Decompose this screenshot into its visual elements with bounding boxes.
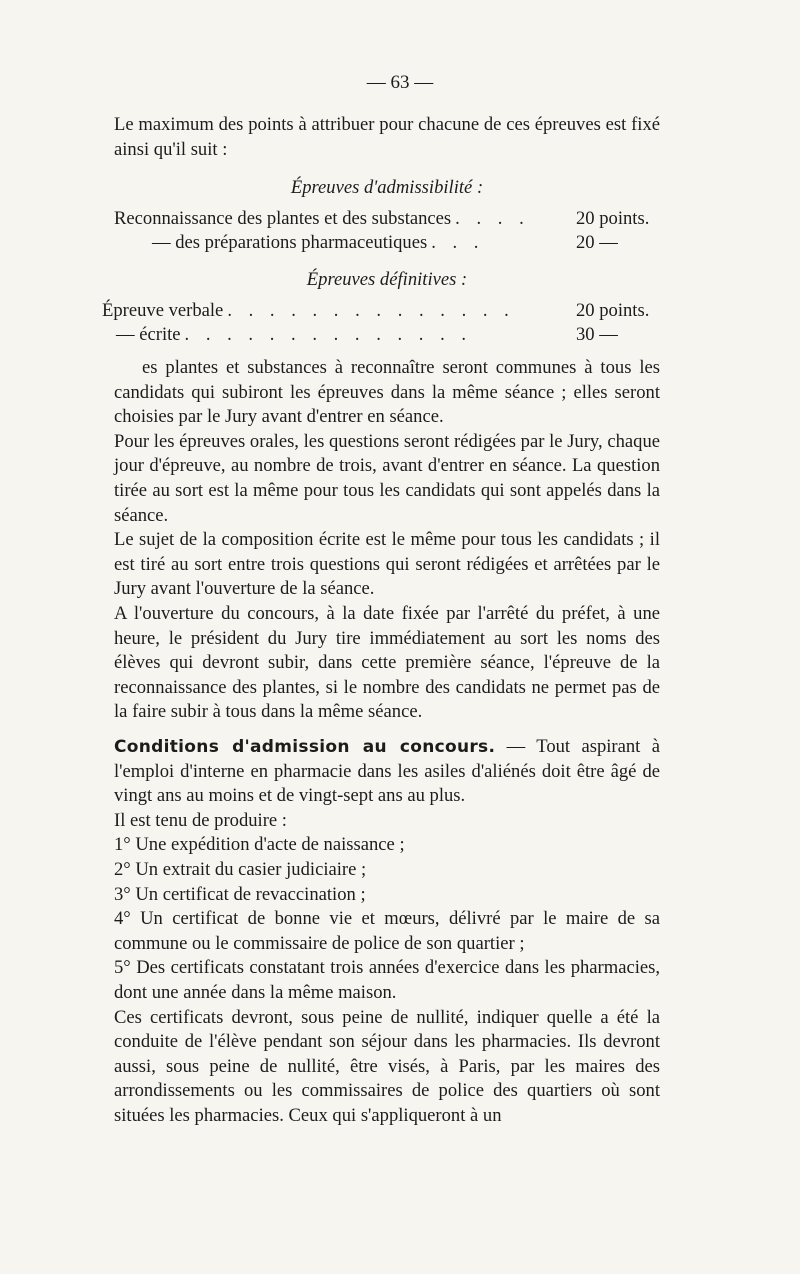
definitives-heading: Épreuves définitives : [306, 269, 468, 290]
list-item: 3° Un certificat de revaccination ; [114, 883, 366, 905]
row-leader-dots: . . . [431, 232, 485, 254]
paragraph: Pour les épreuves orales, les questions seront rédigées par le Jury, chaque jour d'épreuve, au nombre de trois, avant d'entrer en séance. La question tirée au sort est la même pour tous les candidats qui sont appelés dans la séance. [114, 430, 660, 526]
list-item: 2° Un extrait du casier judiciaire ; [114, 858, 367, 880]
list-item: 1° Une expédition d'acte de naissance ; [114, 834, 405, 856]
admissibilite-row [114, 231, 660, 256]
row-label: — des préparations pharmaceutiques [152, 232, 428, 254]
paragraph: es plantes et substances à reconnaître seront communes à tous les candidats qui subiront les épreuves dans la même séance ; elles seront choisies par le Jury avant d'entrer en séance. [114, 357, 660, 428]
row-value: 20 points. [576, 207, 650, 229]
row-leader-dots: . . . . . . . . . . . . . . [184, 324, 473, 346]
row-value: 20 — [576, 232, 618, 254]
admissibilite-section [114, 176, 660, 256]
row-leader-dots: . . . . [455, 207, 530, 229]
row-value: 30 — [576, 324, 618, 346]
conditions-text: — Tout aspirant à l'emploi d'interne en pharmacie dans les asiles d'aliénés doit être âgé de vingt ans au moins et de vingt-sept ans au plus. [114, 736, 660, 807]
admissibilite-heading: Épreuves d'admissibilité : [290, 177, 484, 198]
paragraph: Le sujet de la composition écrite est le même pour tous les candidats ; il est tiré au sort entre trois questions qui seront rédigées et arrêtées par le Jury avant l'ouverture de la séance. [114, 529, 660, 600]
definitives-row [102, 299, 660, 324]
intro-text: Le maximum des points à attribuer pour chacune de ces épreuves est fixé ainsi qu'il suit : [114, 114, 660, 160]
conditions-section [114, 735, 660, 1129]
row-label: Épreuve verbale [102, 299, 224, 321]
intro-paragraph [114, 113, 660, 162]
body-paragraphs [114, 356, 660, 725]
row-label: — écrite [116, 324, 181, 346]
row-leader-dots: . . . . . . . . . . . . . . [227, 299, 515, 321]
closing-paragraph: Ces certificats devront, sous peine de nullité, indiquer quelle a été la conduite de l'élève pendant son séjour dans les pharmacies. Ils devront aussi, sous peine de nullité, être visés, à Paris, par les maires des arrondissements ou les commissaires de police des quartiers où sont situées les pharmacies. Ceux qui s'appliqueront à un [114, 1006, 660, 1126]
list-item: 4° Un certificat de bonne vie et mœurs, délivré par le maire de sa commune ou le commissaire de police de son quartier ; [114, 908, 660, 954]
definitives-section [102, 268, 660, 348]
admissibilite-row [114, 207, 660, 232]
definitives-row [102, 323, 660, 348]
list-item: 5° Des certificats constatant trois années d'exercice dans les pharmacies, dont une année dans la même maison. [114, 957, 660, 1003]
conditions-paragraph [114, 735, 660, 809]
paragraph: A l'ouverture du concours, à la date fixée par l'arrêté du préfet, à une heure, le président du Jury tire immédiatement au sort les noms des élèves qui devront subir, dans cette première séance, l'épreuve de la reconnaissance des plantes, si le nombre des candidats ne permet pas de la faire subir à tous dans la même séance. [114, 602, 660, 723]
conditions-title: Conditions d'admission au concours. [114, 737, 496, 757]
row-value: 20 points. [576, 299, 650, 321]
produce-line: Il est tenu de produire : [114, 809, 287, 831]
row-label: Reconnaissance des plantes et des substances [114, 207, 452, 229]
page-number: — 63 — [366, 72, 434, 93]
